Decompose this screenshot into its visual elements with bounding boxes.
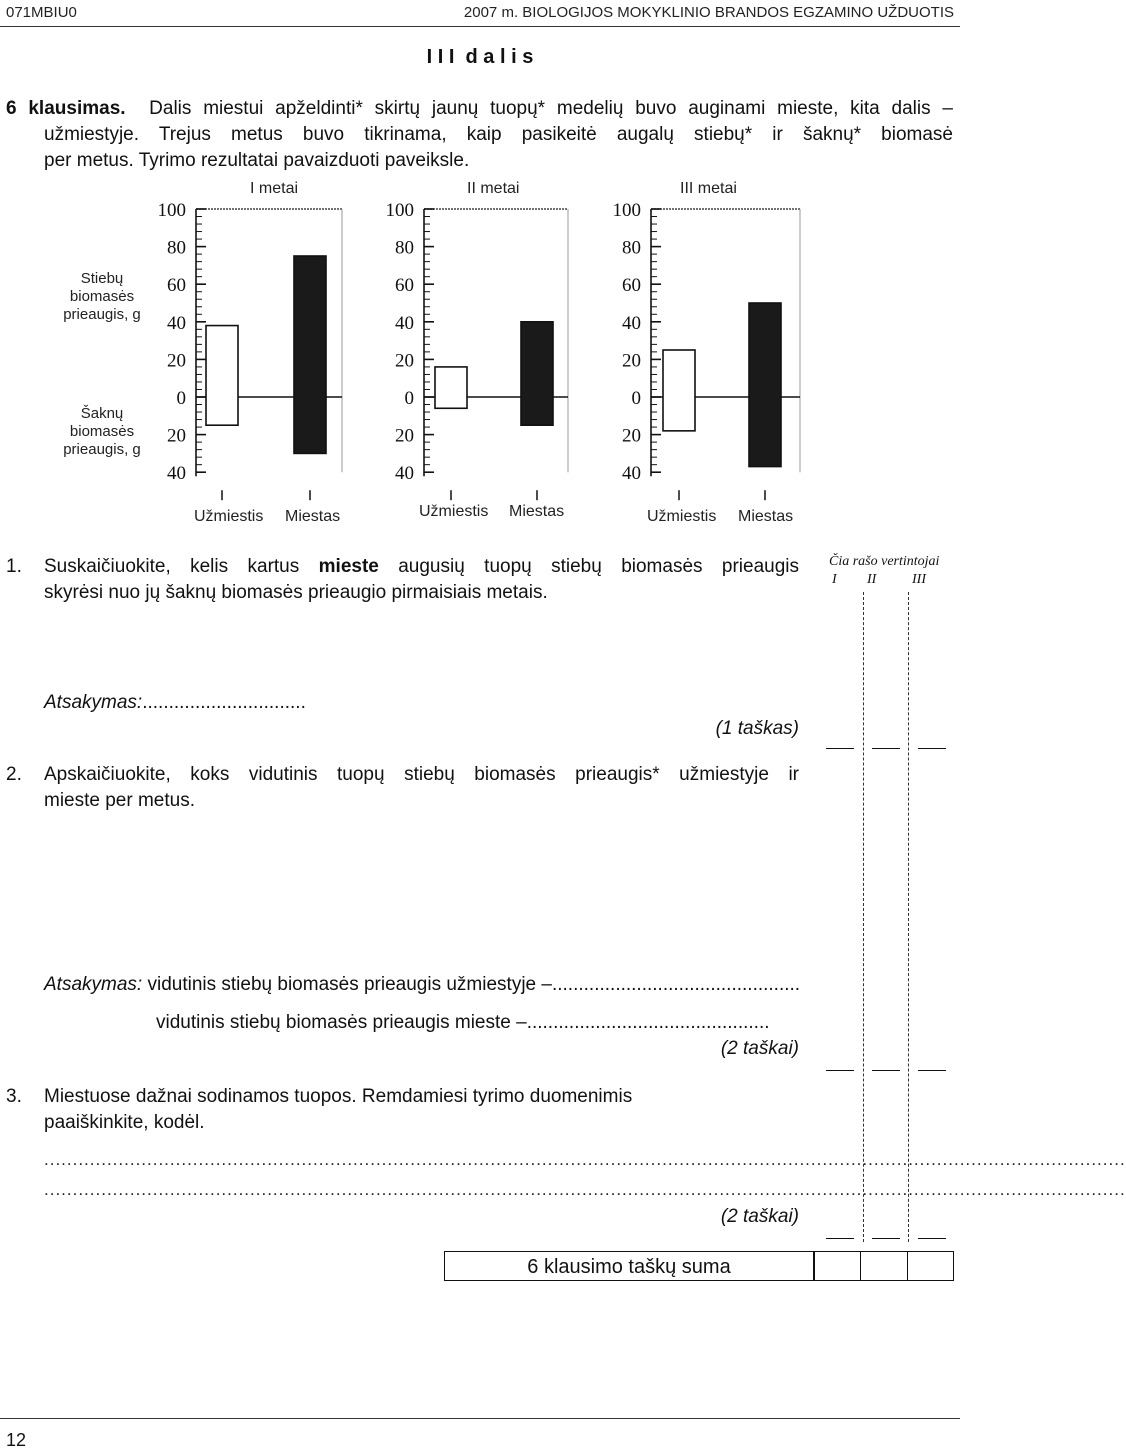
- panel-title-2: II metai: [467, 180, 520, 197]
- y-tick-label-3: 80: [622, 237, 641, 259]
- y-tick-label-1: 100: [157, 200, 186, 221]
- y-tick-label-3: 0: [631, 388, 641, 409]
- q2-answer-1: Atsakymas: vidutinis stiebų biomasės prieaugis užmiestyje –...............................................: [44, 974, 801, 995]
- score-blank-q2-i[interactable]: [826, 1070, 854, 1071]
- y-tick-label-2: 20: [395, 350, 414, 372]
- x-label-2b: Miestas: [509, 503, 565, 520]
- q1-answer-dots[interactable]: ...............................: [142, 692, 306, 713]
- score-sum-cell-i[interactable]: [814, 1251, 861, 1281]
- q1-text-a: Suskaičiuokite, kelis kartus: [44, 556, 300, 577]
- footer-rule: [0, 1418, 960, 1419]
- bar-miestas-3: [749, 303, 781, 467]
- q2-answer-2: vidutinis stiebų biomasės prieaugis mieste –..............................................: [156, 1012, 770, 1033]
- bar-uzmiestis-1: [206, 326, 238, 426]
- panel-title-3: III metai: [680, 180, 737, 197]
- q3-points: (2 taškai): [720, 1206, 799, 1227]
- examiner-col-2: II: [867, 572, 877, 587]
- bar-miestas-1: [294, 256, 326, 453]
- q3-number: 3.: [6, 1086, 22, 1107]
- q2-points: (2 taškai): [720, 1038, 799, 1059]
- question-intro-line3: per metus. Tyrimo rezultatai pavaizduoti paveiksle.: [44, 150, 470, 171]
- q2-answer-dots-2[interactable]: ..............................................: [526, 1012, 770, 1033]
- q2-number: 2.: [6, 764, 22, 785]
- q1-answer: [44, 690, 306, 716]
- y-tick-label-3: 40: [622, 463, 641, 485]
- question-intro-line2: užmiestyje. Trejus metus buvo tikrinama, kaip pasikeitė augalų stiebų* ir šaknų* biomasė: [44, 124, 953, 145]
- examiner-title: Čia rašo vertintojai: [829, 554, 940, 569]
- y-tick-label-2: 40: [395, 463, 414, 485]
- score-sum-cell-ii[interactable]: [860, 1251, 908, 1281]
- bar-miestas-2: [521, 322, 553, 425]
- q3-answer-line-1[interactable]: .............................................................................................................................................................................................: [44, 1150, 1126, 1169]
- q2-answer-dots-1[interactable]: ...............................................: [551, 974, 801, 995]
- y-label-roots: Šaknų biomasės prieaugis, g: [63, 405, 141, 458]
- page-number: 12: [6, 1430, 27, 1450]
- score-blank-q2-iii[interactable]: [918, 1070, 946, 1071]
- q2-line2: mieste per metus.: [44, 790, 195, 811]
- q1-points: (1 taškas): [715, 718, 799, 739]
- y-tick-label-1: 0: [176, 388, 186, 409]
- score-blank-q3-ii[interactable]: [872, 1238, 900, 1239]
- part-title: I I I d a l i s: [426, 46, 534, 68]
- y-label-stems: Stiebų biomasės prieaugis, g: [63, 270, 141, 323]
- x-label-3b: Miestas: [738, 508, 794, 525]
- q1-answer-label: Atsakymas:: [44, 692, 143, 713]
- q1-number: 1.: [6, 556, 22, 577]
- examiner-col-1: I: [832, 572, 837, 587]
- y-tick-label-1: 20: [167, 425, 186, 447]
- q1-line2: skyrėsi nuo jų šaknų biomasės prieaugio pirmaisiais metais.: [44, 582, 548, 603]
- examiner-col-3: III: [912, 572, 926, 587]
- y-tick-label-1: 80: [167, 237, 186, 259]
- y-tick-label-1: 60: [167, 275, 186, 297]
- biomass-chart: [0, 0, 960, 560]
- y-tick-label-3: 40: [622, 312, 641, 334]
- q3-line2: paaiškinkite, kodėl.: [44, 1112, 205, 1133]
- y-tick-label-2: 60: [395, 275, 414, 297]
- y-tick-label-2: 80: [395, 237, 414, 259]
- score-blank-q1-i[interactable]: [826, 748, 854, 749]
- score-blank-q2-ii[interactable]: [872, 1070, 900, 1071]
- x-label-1b: Miestas: [285, 508, 341, 525]
- y-tick-label-3: 20: [622, 425, 641, 447]
- y-tick-label-1: 40: [167, 463, 186, 485]
- x-label-3a: Užmiestis: [647, 508, 717, 525]
- q1-text-b: augusių tuopų stiebų biomasės prieaugis: [398, 556, 799, 577]
- score-blank-q3-i[interactable]: [826, 1238, 854, 1239]
- score-sum-cell-iii[interactable]: [907, 1251, 954, 1281]
- y-tick-label-3: 60: [622, 275, 641, 297]
- y-tick-label-1: 20: [167, 350, 186, 372]
- exam-title: 2007 m. BIOLOGIJOS MOKYKLINIO BRANDOS EGZAMINO UŽDUOTIS: [463, 4, 954, 21]
- q1-bold: mieste: [318, 556, 379, 577]
- y-tick-label-2: 20: [395, 425, 414, 447]
- x-label-1a: Užmiestis: [194, 508, 264, 525]
- y-tick-label-1: 40: [167, 312, 186, 334]
- score-blank-q3-iii[interactable]: [918, 1238, 946, 1239]
- y-tick-label-3: 100: [612, 200, 641, 221]
- examiner-divider-2: [908, 592, 909, 1242]
- panel-title-1: I metai: [250, 180, 299, 197]
- q3-line1: Miestuose dažnai sodinamos tuopos. Remdamiesi tyrimo duomenimis: [44, 1086, 633, 1107]
- score-blank-q1-iii[interactable]: [918, 748, 946, 749]
- x-label-2a: Užmiestis: [419, 503, 489, 520]
- y-tick-label-2: 0: [404, 388, 414, 409]
- bar-uzmiestis-2: [435, 367, 467, 408]
- q1-line1: [44, 554, 799, 580]
- exam-code: 071MBIU0: [6, 4, 77, 21]
- question-label: 6 klausimas.: [6, 98, 126, 119]
- score-sum-label: 6 klausimo taškų suma: [444, 1251, 814, 1281]
- q2-line1: Apskaičiuokite, koks vidutinis tuopų stiebų biomasės prieaugis* užmiestyje ir: [44, 764, 799, 785]
- y-tick-label-2: 40: [395, 312, 414, 334]
- bar-uzmiestis-3: [663, 350, 695, 431]
- q3-answer-line-2[interactable]: .............................................................................................................................................................................................: [44, 1180, 1126, 1199]
- score-blank-q1-ii[interactable]: [872, 748, 900, 749]
- y-tick-label-2: 100: [385, 200, 414, 221]
- examiner-divider-1: [863, 592, 864, 1242]
- question-line1-text: Dalis miestui apželdinti* skirtų jaunų tuopų* medelių buvo auginami mieste, kita dalis –: [149, 98, 953, 119]
- q2-answer-label: Atsakymas:: [44, 974, 143, 995]
- y-tick-label-3: 20: [622, 350, 641, 372]
